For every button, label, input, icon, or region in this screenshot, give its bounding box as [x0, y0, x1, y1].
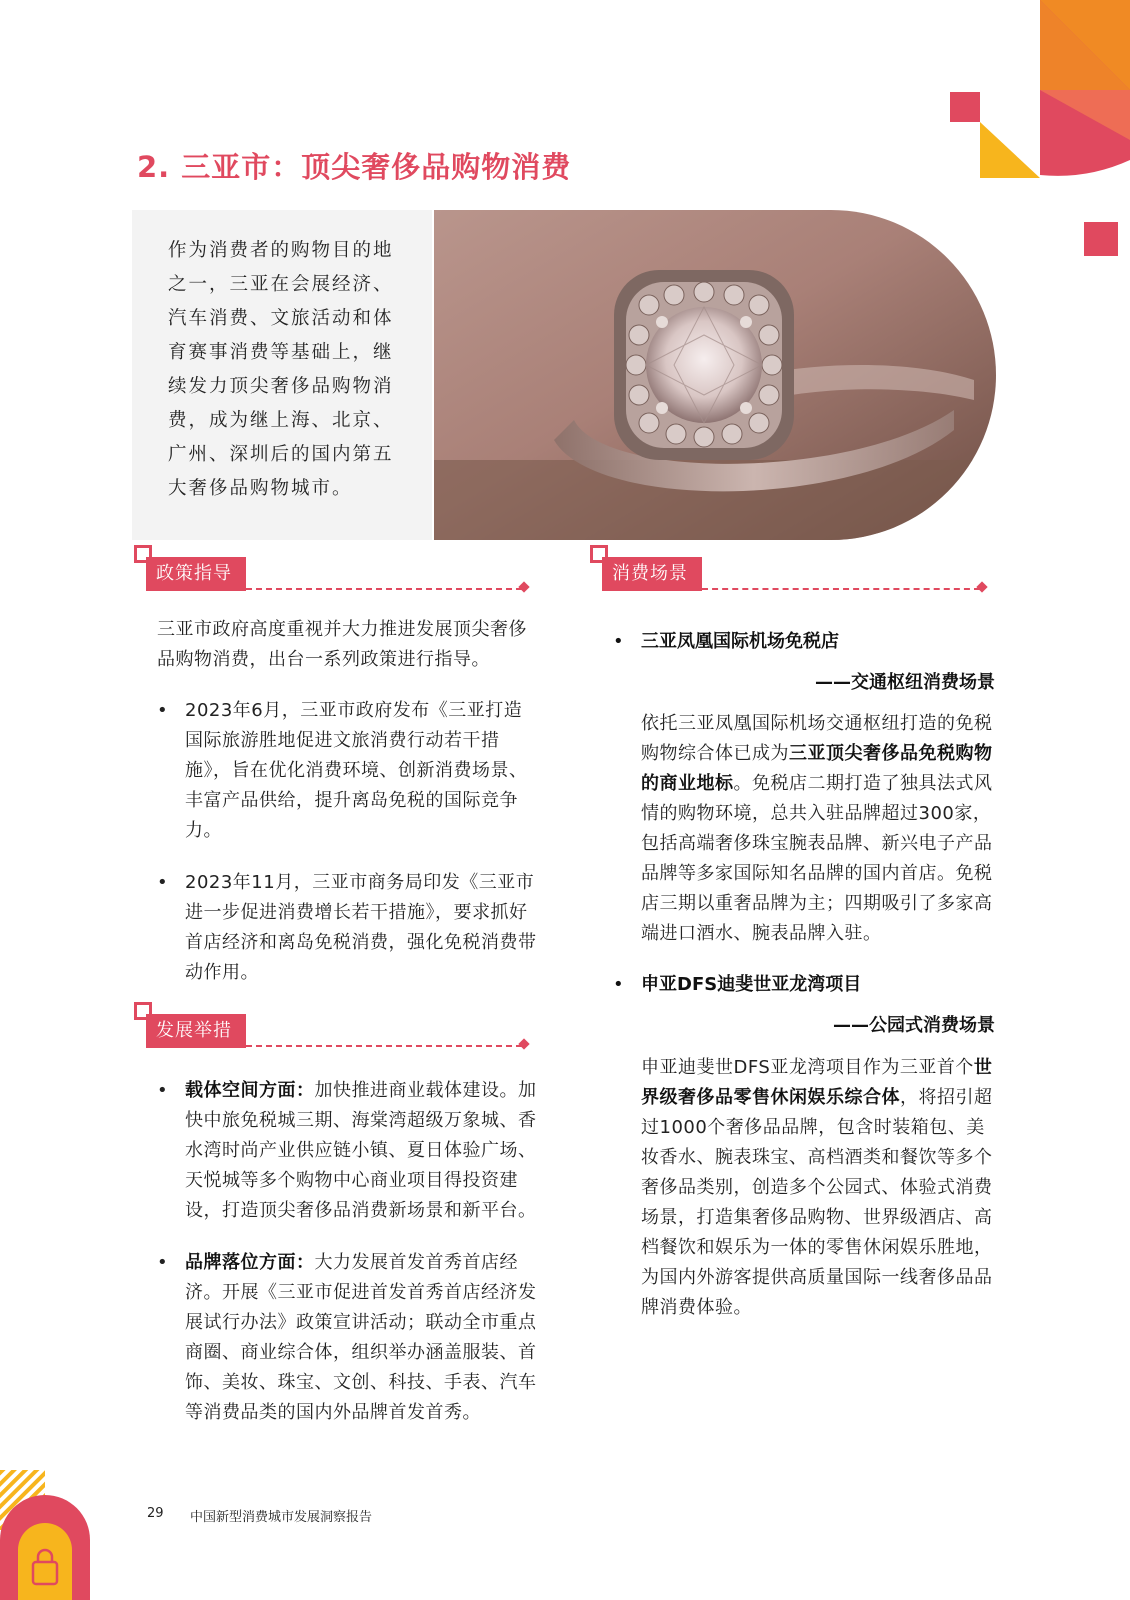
ring-photo [434, 210, 996, 540]
footer-title: 中国新型消费城市发展洞察报告 [190, 1510, 373, 1525]
scene-2-text-b: ，将招引超过1000个奢侈品品牌，包含时装箱包、美妆香水、腕表珠宝、高档酒类和餐饮等多个奢侈品类别，创造多个公园式、体验式消费场景，打造集奢侈品购物、世界级酒店、高档餐饮和娱乐为一体的零售休闲娱乐胜地，为国内外游客提供高质量国际一线奢侈品品牌消费体验。 [641, 1087, 993, 1318]
bullet-icon: • [157, 1252, 169, 1273]
bullet-icon: • [157, 700, 169, 721]
scenes-section-header [590, 545, 1000, 585]
policy-intro: 三亚市政府高度重视并大力推进发展顶尖奢侈品购物消费，出台一系列政策进行指导。 [157, 619, 527, 670]
scene-1-title-text: 三亚凤凰国际机场免税店 [641, 631, 839, 652]
measure-item-text: 加快推进商业载体建设。加快中旅免税城三期、海棠湾超级万象城、香水湾时尚产业供应链小镇、夏日体验广场、天悦城等多个购物中心商业项目得投资建设，打造顶尖奢侈品消费新场景和新平台。 [185, 1080, 537, 1221]
bullet-icon: • [157, 1080, 169, 1101]
list-item [157, 696, 540, 846]
policy-item-text: 2023年11月，三亚市商务局印发《三亚市进一步促进消费增长若干措施》，要求抓好首店经济和离岛免税消费，强化免税消费带动作用。 [185, 872, 537, 983]
policy-label: 政策指导 [146, 557, 246, 591]
policy-list [157, 696, 540, 1010]
bullet-icon: • [613, 974, 624, 995]
measure-item-text: 大力发展首发首秀首店经济。开展《三亚市促进首发首秀首店经济发展试行办法》政策宣讲活动；联动全市重点商圈、商业综合体，组织举办涵盖服装、首饰、美妆、珠宝、文创、科技、手表、汽车等消费品类的国内外品牌首发首秀。 [185, 1252, 537, 1423]
dashed-divider [246, 588, 522, 590]
bullet-icon: • [613, 631, 624, 652]
scene-1-subtitle: ——交通枢纽消费场景 [815, 672, 995, 693]
policy-section-header [134, 545, 534, 585]
page-number: 29 [147, 1506, 164, 1521]
scene-2-description [641, 1053, 998, 1323]
bullet-icon: • [157, 872, 169, 893]
scene-1-text-a: 依托三亚凤凰国际机场交通枢纽打造的免税购物综合体已成为 [641, 713, 993, 764]
measures-list [157, 1076, 540, 1450]
diamond-marker [518, 1038, 529, 1049]
policy-item-text: 2023年6月，三亚市政府发布《三亚打造国际旅游胜地促进文旅消费行动若干措施》，旨在优化消费环境、创新消费场景、丰富产品供给，提升离岛免税的国际竞争力。 [185, 700, 528, 841]
page-title: 2. 三亚市：顶尖奢侈品购物消费 [137, 150, 572, 184]
scene-2-text-a: 申亚迪斐世DFS亚龙湾项目作为三亚首个 [641, 1057, 974, 1078]
scene-2-title-text: 申亚DFS迪斐世亚龙湾项目 [641, 974, 862, 995]
scene-1-description [641, 709, 998, 949]
scene-2-text-bold: 世界级奢侈品零售休闲娱乐综合体 [641, 1057, 993, 1108]
dashed-divider [702, 588, 980, 590]
scene-1-title [613, 627, 839, 657]
list-item [157, 1248, 540, 1428]
bottom-left-decoration [0, 1470, 100, 1600]
scene-2-title [613, 970, 861, 1000]
measure-item-bold: 载体空间方面： [185, 1080, 315, 1101]
diamond-marker [518, 581, 529, 592]
scene-1-text-b: 。免税店二期打造了独具法式风情的购物环境，总共入驻品牌超过300家，包括高端奢侈珠宝腕表品牌、新兴电子产品品牌等多家国际知名品牌的国内首店。免税店三期以重奢品牌为主；四期吸引了多家高端进口酒水、腕表品牌入驻。 [641, 773, 993, 944]
list-item [157, 868, 540, 988]
dashed-divider [246, 1045, 522, 1047]
scenes-label: 消费场景 [602, 557, 702, 591]
list-item [157, 1076, 540, 1226]
intro-text: 作为消费者的购物目的地之一，三亚在会展经济、汽车消费、文旅活动和体育赛事消费等基础上，继续发力顶尖奢侈品购物消费，成为继上海、北京、广州、深圳后的国内第五大奢侈品购物城市。 [168, 240, 394, 499]
measures-label: 发展举措 [146, 1014, 246, 1048]
measures-section-header [134, 1002, 534, 1042]
measure-item-bold: 品牌落位方面： [185, 1252, 315, 1273]
diamond-marker [976, 581, 987, 592]
scene-2-subtitle: ——公园式消费场景 [833, 1015, 995, 1036]
scene-1-text-bold: 三亚顶尖奢侈品免税购物的商业地标 [641, 743, 993, 794]
